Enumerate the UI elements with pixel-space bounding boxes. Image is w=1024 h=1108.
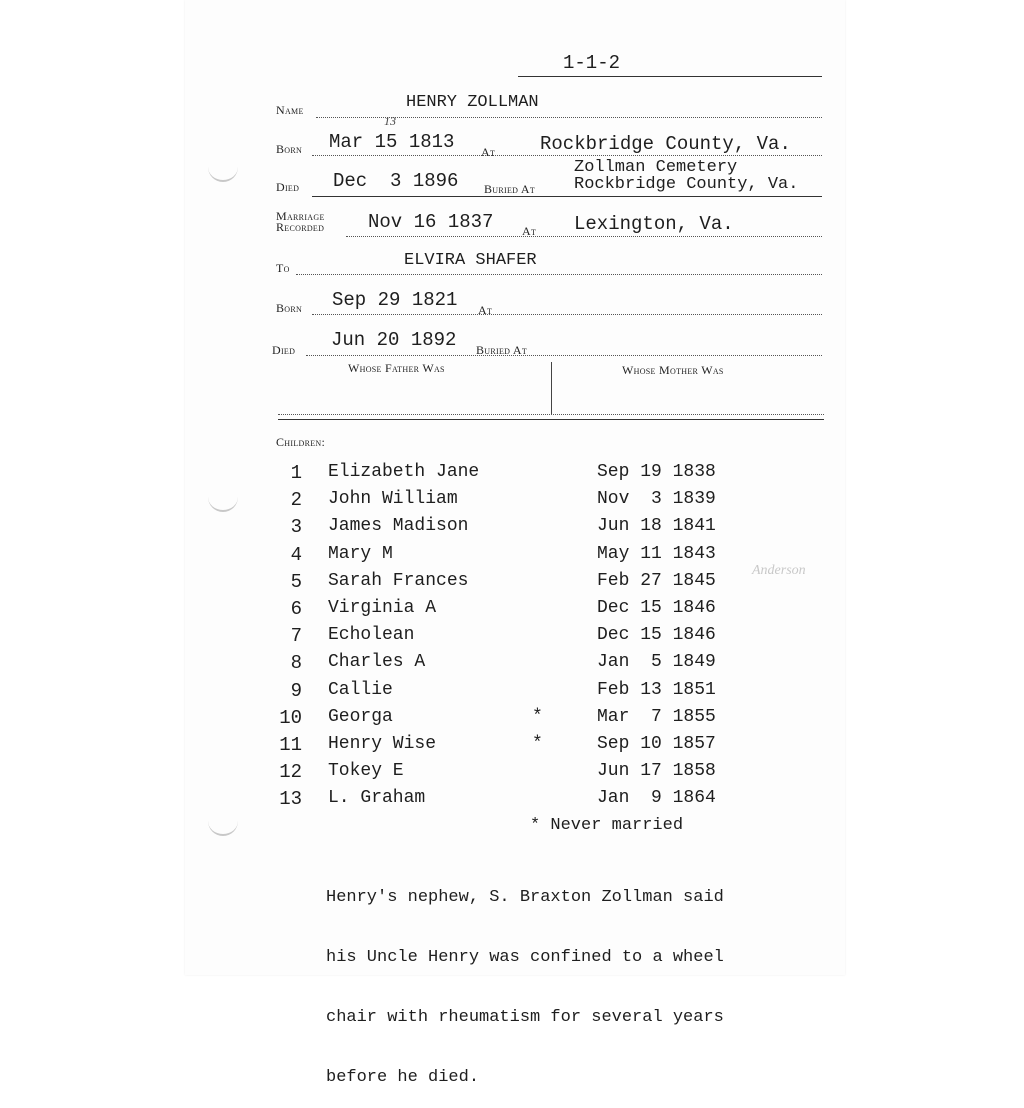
- marriage-at-label: At: [522, 224, 537, 238]
- child-number: 3: [290, 516, 302, 538]
- to-label: To: [276, 261, 290, 275]
- child-birth-date: Feb 13 1851: [597, 680, 716, 700]
- child-number: 13: [279, 788, 302, 810]
- child-birth-date: Jan 5 1849: [597, 652, 716, 672]
- spouse-buried-at-label: Buried At: [476, 343, 528, 357]
- marriage-date: Nov 16 1837: [368, 211, 494, 233]
- child-number: 7: [290, 625, 302, 647]
- child-birth-date: Dec 15 1846: [597, 598, 716, 618]
- child-name: L. Graham: [328, 788, 426, 808]
- family-note: [326, 848, 724, 1108]
- child-birth-date: Jun 18 1841: [597, 516, 716, 536]
- card-number: 1-1-2: [563, 52, 621, 74]
- person-born-place: Rockbridge County, Va.: [540, 133, 791, 155]
- child-birth-date: Jun 17 1858: [597, 761, 716, 781]
- child-number: 12: [279, 761, 302, 783]
- child-name: Elizabeth Jane: [328, 462, 480, 482]
- child-number: 4: [290, 544, 302, 566]
- footnote: * Never married: [530, 816, 684, 835]
- spouse-born-at-label: At: [478, 303, 493, 317]
- died-line: [312, 196, 822, 197]
- person-died-date: Dec 3 1896: [333, 170, 459, 192]
- spouse-born-date: Sep 29 1821: [332, 289, 458, 311]
- marriage-place: Lexington, Va.: [574, 213, 734, 235]
- faint-handwritten-note: Anderson: [752, 563, 806, 578]
- note-line: his Uncle Henry was confined to a wheel: [326, 948, 724, 967]
- born-at-label: At: [481, 145, 496, 159]
- child-number: 11: [279, 734, 302, 756]
- child-number: 1: [290, 462, 302, 484]
- parents-divider: [551, 362, 552, 414]
- note-line: Henry's nephew, S. Braxton Zollman said: [326, 888, 724, 907]
- child-name: Tokey E: [328, 761, 404, 781]
- parents-line-bottom: [278, 419, 824, 420]
- person-buried-line1: Zollman Cemetery: [574, 158, 738, 177]
- child-name: Sarah Frances: [328, 571, 469, 591]
- child-birth-date: Nov 3 1839: [597, 489, 716, 509]
- spouse-died-label: Died: [272, 343, 296, 357]
- child-birth-date: Dec 15 1846: [597, 625, 716, 645]
- header-rule: [518, 76, 822, 77]
- child-number: 8: [290, 652, 302, 674]
- child-name: James Madison: [328, 516, 469, 536]
- person-buried-line2: Rockbridge County, Va.: [574, 175, 799, 194]
- child-birth-date: May 11 1843: [597, 544, 716, 564]
- person-born-date: Mar 15 1813: [329, 131, 455, 153]
- person-name: HENRY ZOLLMAN: [406, 93, 539, 112]
- marriage-label-1: Marriage: [276, 209, 325, 223]
- whose-mother-label: Whose Mother Was: [622, 363, 724, 377]
- child-name: Georga: [328, 707, 393, 727]
- child-name: John William: [328, 489, 458, 509]
- child-never-married-mark: *: [532, 707, 543, 727]
- child-birth-date: Jan 9 1864: [597, 788, 716, 808]
- child-birth-date: Mar 7 1855: [597, 707, 716, 727]
- child-name: Callie: [328, 680, 393, 700]
- spouse-born-label: Born: [276, 301, 303, 315]
- children-label: Children:: [276, 435, 326, 449]
- child-birth-date: Sep 10 1857: [597, 734, 716, 754]
- marriage-label-2: Recorded: [276, 220, 325, 234]
- marriage-line: [346, 236, 822, 237]
- child-name: Henry Wise: [328, 734, 437, 754]
- child-birth-date: Sep 19 1838: [597, 462, 716, 482]
- spouse-died-line: [306, 355, 822, 356]
- spouse-died-date: Jun 20 1892: [331, 329, 457, 351]
- whose-father-label: Whose Father Was: [348, 361, 445, 375]
- note-line: chair with rheumatism for several years: [326, 1008, 724, 1027]
- child-name: Mary M: [328, 544, 393, 564]
- child-name: Echolean: [328, 625, 415, 645]
- child-number: 6: [290, 598, 302, 620]
- spouse-name: ELVIRA SHAFER: [404, 251, 537, 270]
- child-name: Charles A: [328, 652, 426, 672]
- child-birth-date: Feb 27 1845: [597, 571, 716, 591]
- born-label: Born: [276, 142, 303, 156]
- child-number: 10: [279, 707, 302, 729]
- parents-line-top: [278, 414, 824, 415]
- born-line: [312, 155, 822, 156]
- child-name: Virginia A: [328, 598, 437, 618]
- to-line: [296, 274, 822, 275]
- died-label: Died: [276, 180, 300, 194]
- name-label: Name: [276, 103, 304, 117]
- buried-at-label: Buried At: [484, 182, 536, 196]
- note-line: before he died.: [326, 1068, 480, 1087]
- child-never-married-mark: *: [532, 734, 543, 754]
- child-number: 9: [290, 680, 302, 702]
- child-number: 2: [290, 489, 302, 511]
- born-correction: 13: [384, 114, 396, 128]
- child-number: 5: [290, 571, 302, 593]
- spouse-born-line: [312, 314, 822, 315]
